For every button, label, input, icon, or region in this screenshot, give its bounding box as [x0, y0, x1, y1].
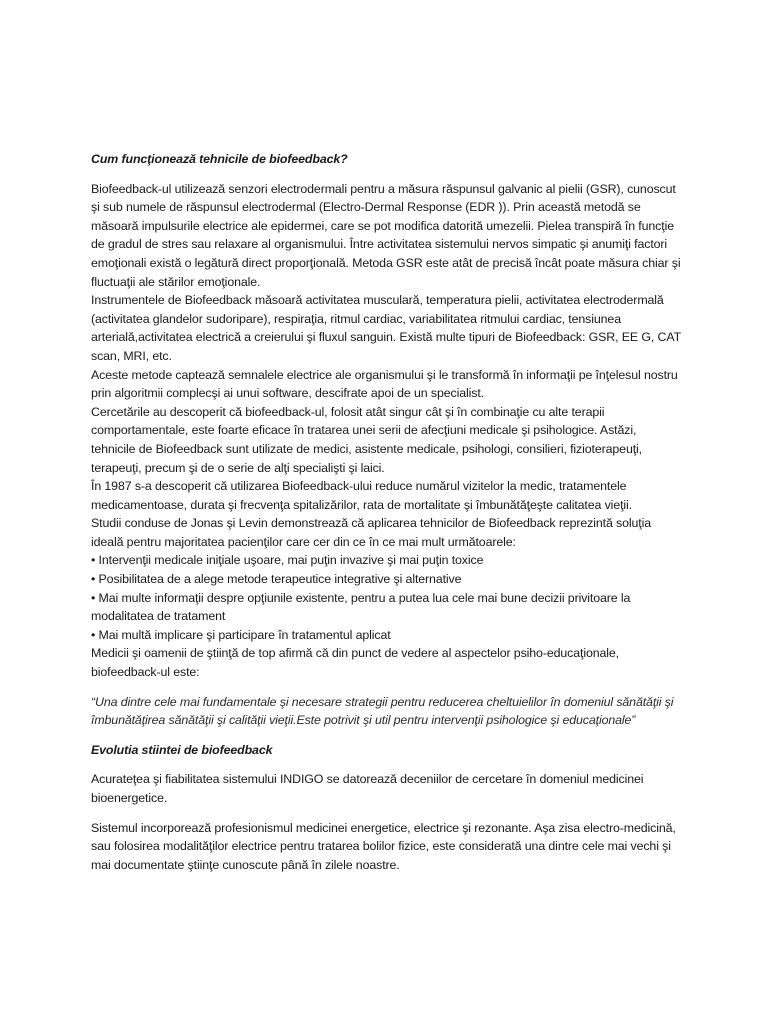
paragraph-instruments: Instrumentele de Biofeedback măsoară activitatea musculară, temperatura pielii, activitatea electrodermală (activitatea glandelor sudoripare), respiraţia, ritmul cardiac, variabilitatea ritmului cardiac, tensiunea arterială,activitatea electrică a creierului şi fluxul sanguin. Există multe tipuri de Biofeedback: GSR, EE G, CAT scan, MRI, etc.: [91, 293, 681, 363]
paragraph-research: Cercetările au descoperit că biofeedback-ul, folosit atât singur cât şi în combinaţie cu alte terapii comportamentale, este foarte eficace în tratarea unei serii de afecţiuni medicale şi psihologice. Astăzi, tehnicile de Biofeedback sunt utilizate de medici, asistente medicale, psihologi, consilieri, fizioterapeuţi, terapeuţi, precum şi de o serie de alţi specialişti şi laici.: [91, 404, 643, 475]
paragraph-electromedicine: Sistemul incorporează profesionismul medicinei energetice, electrice şi rezonante. Aşa zisa electro-medicină, sau folosirea modalităţilor electrice pentru tratarea bolilor fizice, este considerată una dintre cele mai vechi şi mai documentate ştiinţe cunoscute până în zilele noastre.: [91, 820, 676, 872]
paragraph-signals: Aceste metode captează semnalele electrice ale organismului şi le transformă în informaţii pe înţelesul nostru prin algoritmii complecşi ai unui software, descifrate apoi de un specialist.: [91, 367, 678, 401]
bullet-item: • Mai multe informaţii despre opţiunile existente, pentru a putea lua cele mai bune decizii privitoare la modalitatea de tratament: [91, 590, 631, 624]
section-heading-how-it-works: Cum funcţionează tehnicile de biofeedback?: [91, 152, 348, 166]
paragraph-indigo: Acurateţea şi fiabilitatea sistemului INDIGO se datorează deceniilor de cercetare în domeniul medicinei bioenergetice.: [91, 772, 644, 805]
quote-block: “Una dintre cele mai fundamentale şi necesare strategii pentru reducerea cheltuielilor în domeniul sănătăţii şi îmbunătăţirea sănătăţii şi calităţii vieţii.Este potrivit şi util pentru intervenţii psihologice şi educaţionale”: [91, 694, 674, 728]
bullet-item: • Posibilitatea de a alege metode terapeutice integrative şi alternative: [91, 572, 462, 587]
document-body: [91, 150, 681, 885]
bullet-item: • Mai multă implicare şi participare în tratamentul aplicat: [91, 627, 391, 642]
paragraph-studies: Studii conduse de Jonas şi Levin demonstrează că aplicarea tehnicilor de Biofeedback reprezintă soluţia ideală pentru majoritatea pacienţilor care cer din ce în ce mai mult următoarele:: [91, 516, 652, 549]
paragraph-doctors-affirm: Medicii şi oamenii de ştiinţă de top afirmă că din punct de vedere al aspectelor psiho-educaţionale, biofeedback-ul este:: [91, 646, 619, 680]
bullet-item: • Intervenţii medicale iniţiale uşoare, mai puţin invazive şi mai puţin toxice: [91, 553, 484, 568]
section-heading-evolution: Evolutia stiintei de biofeedback: [91, 742, 273, 757]
paragraph-1987: În 1987 s-a descoperit că utilizarea Biofeedback-ului reduce numărul vizitelor la medic, tratamentele medicamentoase, durata şi frecvenţa spitalizărilor, rata de mortalitate şi îmbunătăţeşte calitatea vieţii.: [91, 479, 632, 512]
paragraph-gsr: Biofeedback-ul utilizează senzori electrodermali pentru a măsura răspunsul galvanic al pielii (GSR), cunoscut şi sub numele de răspunsul electrodermal (Electro-Dermal Response (EDR )). Prin această metodă se măsoară impulsurile electrice ale epidermei, care se pot modifica datorită umezelii. Pielea transpiră în funcţie de gradul de stres sau relaxare al organismului. Între activitatea sistemului nervos simpatic şi anumiţi factori emoţionali există o legătură direct proporţională. Metoda GSR este atât de precisă încât poate măsura chiar şi fluctuaţii ale stărilor emoţionale.: [91, 181, 681, 289]
section-body-how-it-works: [91, 180, 681, 682]
